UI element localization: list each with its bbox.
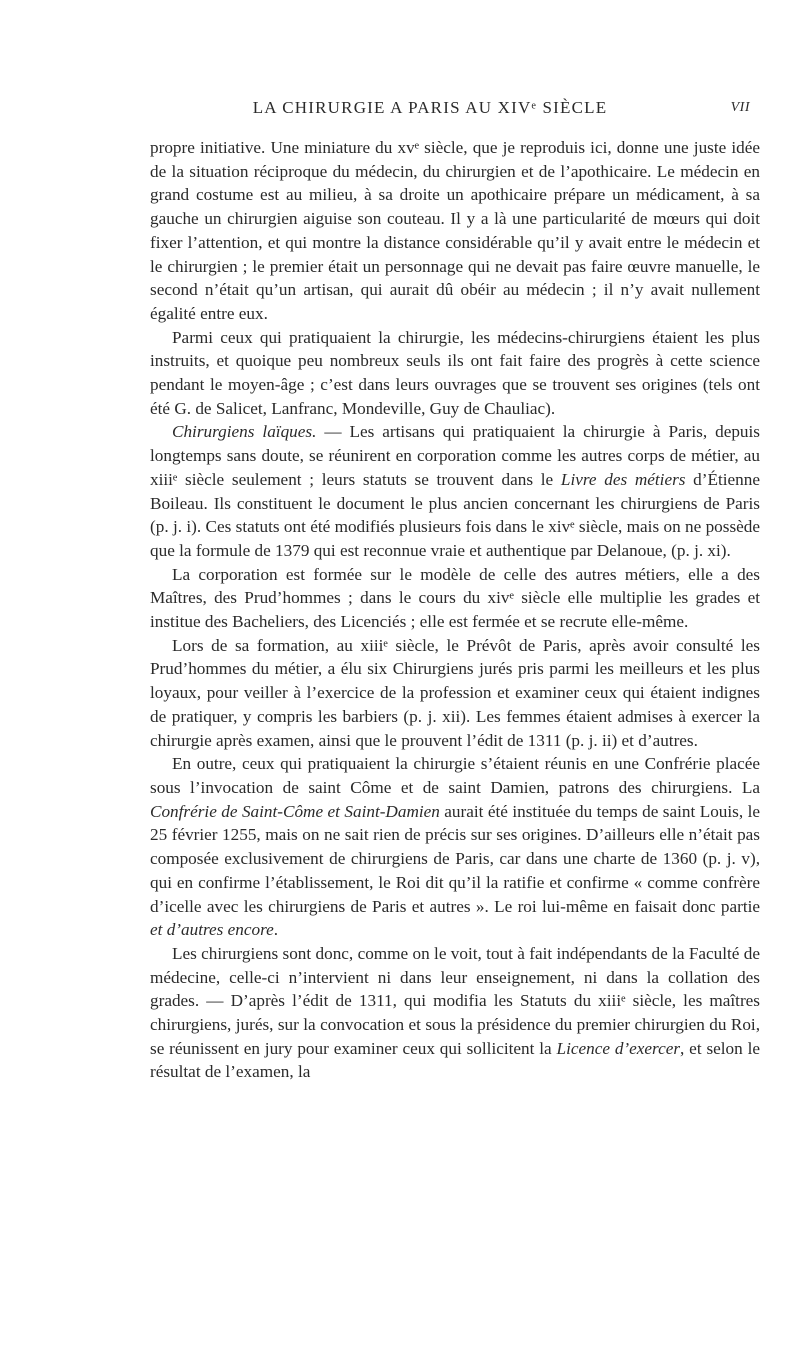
- italic-text: Confrérie de Saint-Côme et Saint-Damien: [150, 801, 440, 821]
- text-run: Les chirurgiens sont donc, comme on le voit, tout à fait indépendants de la Faculté de médecine, celle-ci n’intervient ni dans leur enseignement, ni dans la collation des grades. — D’après l’édit de 1311, qui modifia les Statuts du xiiiᵉ siècle, les maîtres chirurgiens, jurés, sur la convocation et sous la présidence du premier chirurgien du Roi, se réunissent en jury pour examiner ceux qui sollicitent la: [150, 943, 760, 1058]
- text-run: d’Étienne Boileau. Ils constituent le document le plus ancien concernant les chirurgiens de Paris (p. j. i). Ces statuts ont été modifiés plusieurs fois dans le xivᵉ siècle, mais on ne possède que la formule de 1379 qui est reconnue vraie et authentique par Delanoue, (p. j. xi).: [150, 469, 760, 560]
- text-run: En outre, ceux qui pratiquaient la chirurgie s’étaient réunis en une Confrérie placée sous l’invocation de saint Côme et de saint Damien, patrons des chirurgiens. La: [150, 754, 760, 797]
- paragraph: [150, 752, 760, 942]
- text-run: Parmi ceux qui pratiquaient la chirurgie, les médecins-chirurgiens étaient les plus instruits, et quoique peu nombreux seuls ils ont fait faire des progrès à cette science pendant le moyen-âge ; c’est dans leurs ouvrages que se trouvent ses origines (tels ont été G. de Salicet, Lanfranc, Mondeville, Guy de Chauliac).: [150, 327, 760, 418]
- page-number: VII: [730, 100, 750, 115]
- text-run: Lors de sa formation, au xiiiᵉ siècle, le Prévôt de Paris, après avoir consulté les Prud’hommes du métier, a élu six Chirurgiens jurés pris parmi les meilleurs et les plus loyaux, pour veiller à l’exercice de la profession et examiner ceux qui étaient indignes de pratiquer, y compris les barbiers (p. j. xii). Les femmes étaient admises à exercer la chirurgie après examen, ainsi que le prouvent l’édit de 1311 (p. j. ii) et d’autres.: [150, 635, 760, 750]
- text-run: aurait été instituée du temps de saint Louis, le 25 février 1255, mais on ne sait rien de précis sur ses origines. D’ailleurs elle n’était pas composée exclusivement de chirurgiens de Paris, car dans une charte de 1360 (p. j. v), qui en confirme l’établissement, le Roi dit qu’il la ratifie et confirme « comme confrère d’icelle avec les chirurgiens de Paris et autres ». Le roi lui-même en faisait donc partie: [150, 801, 760, 916]
- paragraph: [150, 326, 760, 421]
- text-run: La corporation est formée sur le modèle de celle des autres métiers, elle a des Maîtres, des Prud’hommes ; dans le cours du xivᵉ siècle elle multiplie les grades et institue des Bacheliers, des Licenciés ; elle est fermée et se recrute elle-même.: [150, 564, 760, 632]
- italic-text: Livre des métiers: [560, 469, 686, 489]
- body-text: [150, 136, 760, 1084]
- text-run: — Les artisans qui pratiquaient la chirurgie à Paris, depuis longtemps sans doute, se réunirent en corporation comme les autres corps de métier, au xiiiᵉ siècle seulement ; leurs statuts se trouvent dans le: [150, 422, 760, 489]
- text-run: , et selon le résultat de l’examen, la: [150, 1038, 760, 1082]
- text-run: .: [273, 920, 279, 940]
- paragraph: [150, 136, 760, 326]
- page-header: [150, 98, 750, 122]
- paragraph: [150, 420, 760, 562]
- italic-text: et d’autres encore: [150, 920, 274, 940]
- paragraph: [150, 563, 760, 634]
- italic-text: Licence d’exercer: [556, 1038, 681, 1058]
- text-run: propre initiative. Une miniature du xvᵉ siècle, que je reproduis ici, donne une juste idée de la situation réciproque du médecin, du chirurgien et de l’apothicaire. Le médecin en grand costume est au milieu, à sa droite un apothicaire prépare un médicament, à sa gauche un chirurgien aiguise son couteau. Il y a là une particularité de mœurs qui doit fixer l’attention, et qui montre la distance considérable qu’il y avait entre le médecin et le chirurgien ; le premier était un personnage qui ne devait pas faire œuvre manuelle, le second n’était qu’un artisan, qui aurait dû obéir au médecin ; il n’y avait nullement égalité entre eux.: [150, 138, 760, 323]
- paragraph: [150, 634, 760, 753]
- paragraph: [150, 942, 760, 1084]
- italic-text: Chirurgiens laïques.: [172, 422, 317, 442]
- running-title: LA CHIRURGIE A PARIS AU XIVᵉ SIÈCLE: [252, 98, 608, 117]
